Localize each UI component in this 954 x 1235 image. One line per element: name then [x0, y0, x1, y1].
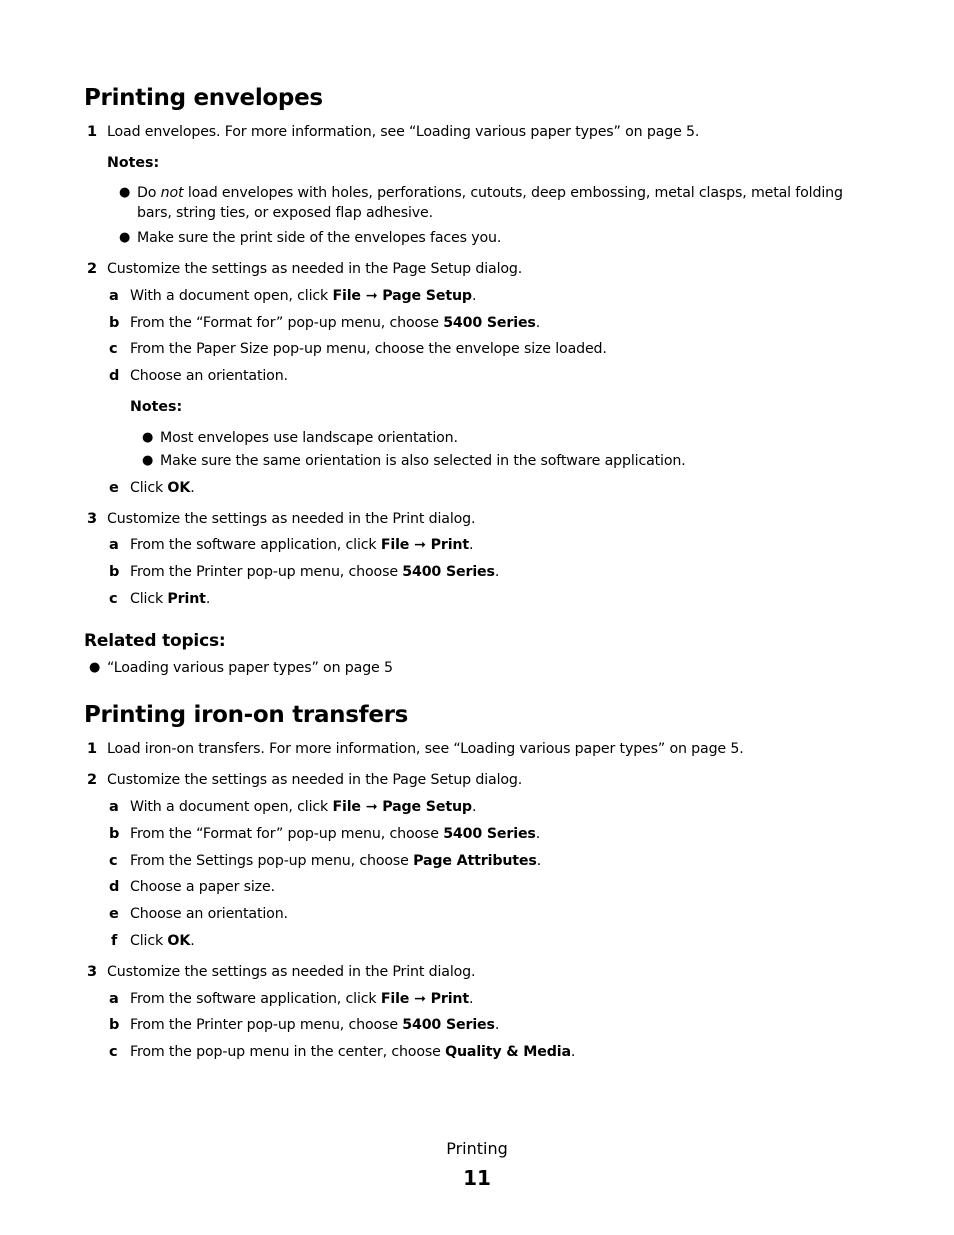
substep-text: From the Paper Size pop-up menu, choose the envelope size loaded. [130, 341, 607, 357]
notes-label: Notes: [130, 399, 183, 415]
page-number: 11 [463, 1166, 491, 1190]
substep-letter: c [109, 853, 118, 869]
substep-text: From the Printer pop-up menu, choose 5400 Series. [130, 1017, 500, 1033]
substep-letter: e [109, 480, 119, 496]
bullet-icon: ● [119, 230, 131, 245]
substep-text: Choose an orientation. [130, 368, 288, 384]
step-text: Customize the settings as needed in the Print dialog. [107, 511, 476, 527]
substep-text: With a document open, click File ➞ Page Setup. [130, 799, 477, 815]
substep-text: From the Printer pop-up menu, choose 5400 Series. [130, 564, 500, 580]
substep-letter: b [109, 1017, 120, 1033]
bullet-icon: ● [142, 453, 154, 468]
note-item: Do not load envelopes with holes, perforations, cutouts, deep embossing, metal clasps, metal folding bars, string ties, or exposed flap adhesive. [137, 185, 843, 221]
substep-text: From the software application, click File ➞ Print. [130, 991, 474, 1007]
substep-text: From the Settings pop-up menu, choose Page Attributes. [130, 853, 542, 869]
note-item: Most envelopes use landscape orientation. [160, 430, 458, 446]
step-number: 1 [87, 741, 98, 757]
step-number: 2 [87, 772, 98, 788]
substep-letter: c [109, 341, 118, 357]
substep-letter: a [109, 991, 119, 1007]
substep-letter: d [109, 368, 120, 384]
substep-text: Click Print. [130, 591, 211, 607]
substep-letter: e [109, 906, 119, 922]
step-text: Customize the settings as needed in the Page Setup dialog. [107, 261, 523, 277]
step-text: Load iron-on transfers. For more information, see “Loading various paper types” on page 5. [107, 741, 744, 757]
substep-text: From the “Format for” pop-up menu, choose 5400 Series. [130, 315, 541, 331]
substep-letter: d [109, 879, 120, 895]
step-text: Load envelopes. For more information, see “Loading various paper types” on page 5. [107, 124, 700, 140]
substep-letter: a [109, 288, 119, 304]
arrow-icon: ➞ [360, 799, 383, 815]
substep-letter: b [109, 315, 120, 331]
arrow-icon: ➞ [409, 991, 431, 1007]
substep-text: Click OK. [130, 480, 195, 496]
step-number: 1 [87, 124, 98, 140]
substep-text: With a document open, click File ➞ Page Setup. [130, 288, 477, 304]
step-text: Customize the settings as needed in the Page Setup dialog. [107, 772, 523, 788]
step-text: Customize the settings as needed in the Print dialog. [107, 964, 476, 980]
substep-letter: f [111, 933, 118, 949]
substep-letter: b [109, 564, 120, 580]
related-topics-title: Related topics: [84, 631, 226, 651]
note-item: Make sure the same orientation is also selected in the software application. [160, 453, 686, 469]
substep-letter: a [109, 537, 119, 553]
footer-section-label: Printing [446, 1139, 508, 1158]
substep-text: From the “Format for” pop-up menu, choose 5400 Series. [130, 826, 541, 842]
related-topic-link[interactable]: “Loading various paper types” on page 5 [107, 660, 393, 676]
notes-label: Notes: [107, 155, 160, 171]
step-number: 2 [87, 261, 98, 277]
arrow-icon: ➞ [360, 288, 383, 304]
bullet-icon: ● [119, 185, 131, 200]
substep-letter: c [109, 591, 118, 607]
bullet-icon: ● [142, 430, 154, 445]
substep-text: From the software application, click File ➞ Print. [130, 537, 474, 553]
substep-letter: c [109, 1044, 118, 1060]
note-item: Make sure the print side of the envelopes faces you. [137, 230, 502, 246]
arrow-icon: ➞ [409, 537, 431, 553]
step-number: 3 [87, 964, 98, 980]
substep-text: From the pop-up menu in the center, choose Quality & Media. [130, 1044, 576, 1060]
section-title-printing-envelopes: Printing envelopes [84, 85, 323, 111]
substep-text: Choose an orientation. [130, 906, 288, 922]
section-title-printing-iron-on-transfers: Printing iron-on transfers [84, 702, 409, 728]
substep-text: Click OK. [130, 933, 195, 949]
step-number: 3 [87, 511, 98, 527]
substep-letter: b [109, 826, 120, 842]
bullet-icon: ● [89, 660, 101, 675]
substep-letter: a [109, 799, 119, 815]
substep-text: Choose a paper size. [130, 879, 275, 895]
